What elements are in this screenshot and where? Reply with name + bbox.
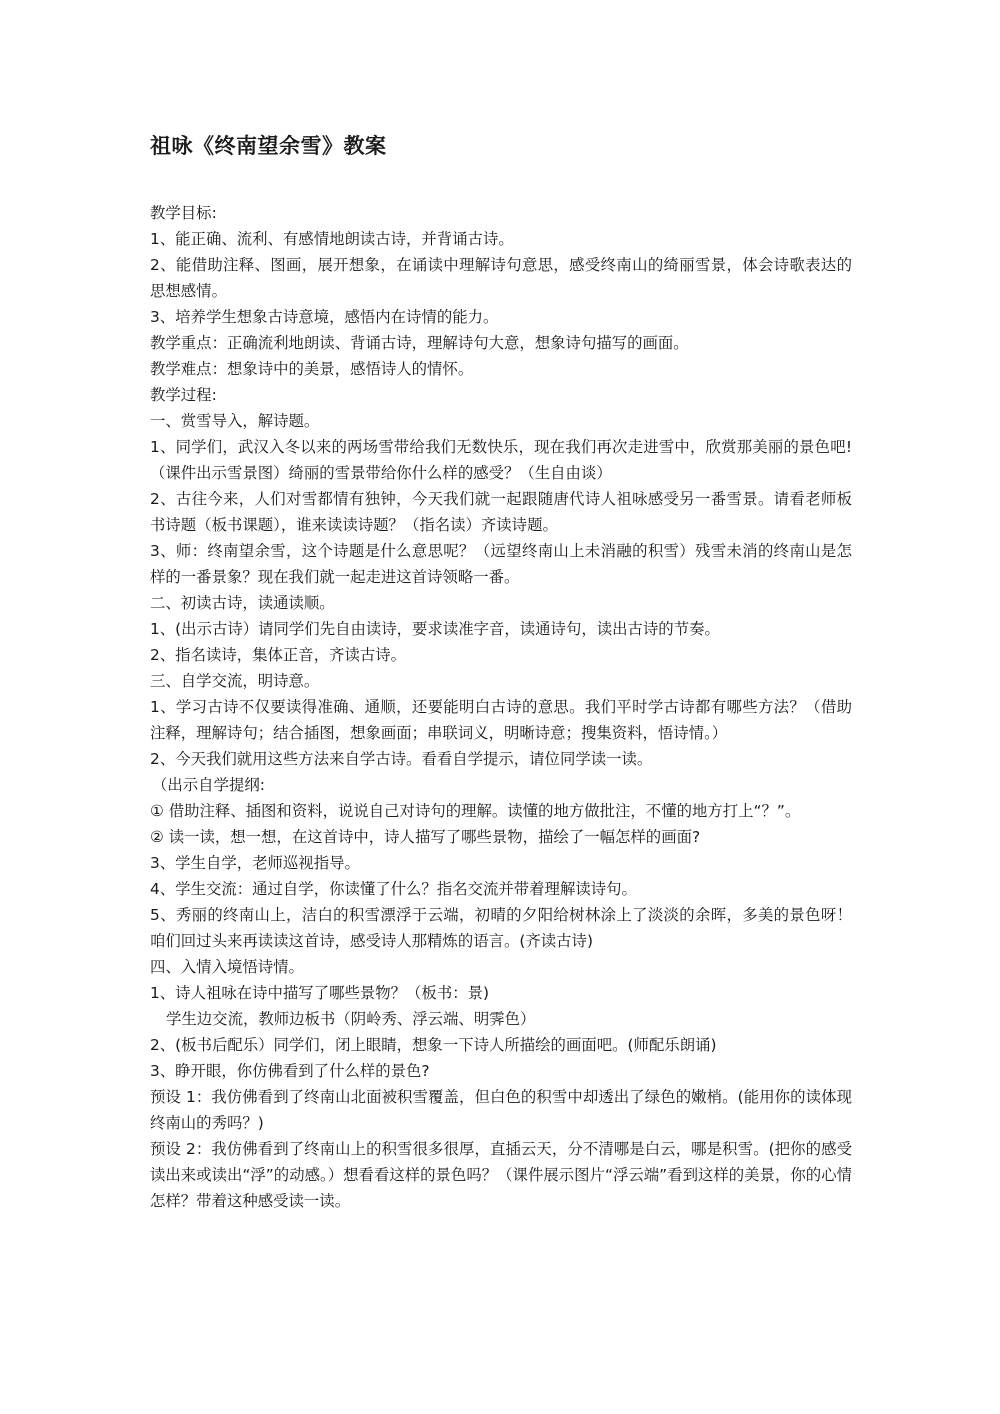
paragraph: 3、睁开眼，你仿佛看到了什么样的景色?: [150, 1062, 430, 1080]
paragraph: 4、学生交流：通过自学，你读懂了什么？指名交流并带着理解读诗句。: [150, 880, 637, 898]
paragraph: （出示自学提纲:: [152, 776, 265, 794]
paragraph: 1、(出示古诗）请同学们先自由读诗，要求读准字音，读通诗句，读出古诗的节奏。: [150, 620, 720, 638]
document-page: [150, 128, 852, 1214]
section-heading: 二、初读古诗，读通读顺。: [150, 594, 335, 612]
paragraph: 5、秀丽的终南山上，洁白的积雪漂浮于云端，初晴的夕阳给树林涂上了淡淡的余晖，多美的景色呀！咱们回过头来再读读这首诗，感受诗人那精炼的语言。(齐读古诗): [150, 906, 852, 950]
document-title: 祖咏《终南望余雪》教案: [150, 134, 387, 158]
paragraph: 1、同学们，武汉入冬以来的两场雪带给我们无数快乐，现在我们再次走进雪中，欣赏那美丽的景色吧!（课件出示雪景图）绮丽的雪景带给你什么样的感受？（生自由谈）: [150, 438, 852, 482]
document-body: [150, 200, 852, 1214]
paragraph: 3、师：终南望余雪，这个诗题是什么意思呢？（远望终南山上未消融的积雪）残雪未消的终南山是怎样的一番景象？现在我们就一起走进这首诗领略一番。: [150, 542, 852, 586]
paragraph: 教学过程:: [150, 386, 217, 404]
paragraph: 预设 2：我仿佛看到了终南山上的积雪很多很厚，直插云天，分不清哪是白云，哪是积雪。(把你的感受读出来或读出“浮”的动感。）想看看这样的景色吗？（课件展示图片“浮云端”看到这样的美景，你的心情怎样？带着这种感受读一读。: [150, 1140, 852, 1210]
paragraph: 1、学习古诗不仅要读得准确、通顺，还要能明白古诗的意思。我们平时学古诗都有哪些方法？（借助注释，理解诗句；结合插图，想象画面；串联词义，明晰诗意；搜集资料，悟诗情。）: [150, 698, 852, 742]
paragraph: ② 读一读，想一想，在这首诗中，诗人描写了哪些景物，描绘了一幅怎样的画面?: [150, 828, 701, 846]
paragraph: 2、(板书后配乐）同学们，闭上眼睛，想象一下诗人所描绘的画面吧。(师配乐朗诵): [150, 1036, 717, 1054]
section-heading: 一、赏雪导入，解诗题。: [150, 412, 320, 430]
paragraph: 预设 1：我仿佛看到了终南山北面被积雪覆盖，但白色的积雪中却透出了绿色的嫩梢。(能用你的读体现终南山的秀吗？): [150, 1088, 852, 1132]
paragraph: 2、古往今来，人们对雪都情有独钟，今天我们就一起跟随唐代诗人祖咏感受另一番雪景。请看老师板书诗题（板书课题），谁来读读诗题？（指名读）齐读诗题。: [150, 490, 852, 534]
paragraph: 学生边交流，教师边板书（阴岭秀、浮云端、明霁色）: [166, 1010, 536, 1028]
paragraph: 教学难点：想象诗中的美景，感悟诗人的情怀。: [150, 360, 474, 378]
paragraph: ① 借助注释、插图和资料，说说自己对诗句的理解。读懂的地方做批注，不懂的地方打上“？”。: [150, 802, 801, 820]
paragraph: 2、能借助注释、图画，展开想象，在诵读中理解诗句意思，感受终南山的绮丽雪景，体会诗歌表达的思想感情。: [150, 256, 852, 300]
paragraph: 3、学生自学，老师巡视指导。: [150, 854, 360, 872]
paragraph: 1、能正确、流利、有感情地朗读古诗，并背诵古诗。: [150, 230, 514, 248]
section-heading: 三、自学交流，明诗意。: [150, 672, 320, 690]
paragraph: 2、指名读诗，集体正音，齐读古诗。: [150, 646, 407, 664]
paragraph: 1、诗人祖咏在诗中描写了哪些景物？（板书：景): [150, 984, 489, 1002]
paragraph: 2、今天我们就用这些方法来自学古诗。看看自学提示，请位同学读一读。: [150, 750, 653, 768]
paragraph: 教学目标:: [150, 204, 217, 222]
section-heading: 四、入情入境悟诗情。: [150, 958, 304, 976]
paragraph: 教学重点：正确流利地朗读、背诵古诗，理解诗句大意，想象诗句描写的画面。: [150, 334, 689, 352]
paragraph: 3、培养学生想象古诗意境，感悟内在诗情的能力。: [150, 308, 499, 326]
